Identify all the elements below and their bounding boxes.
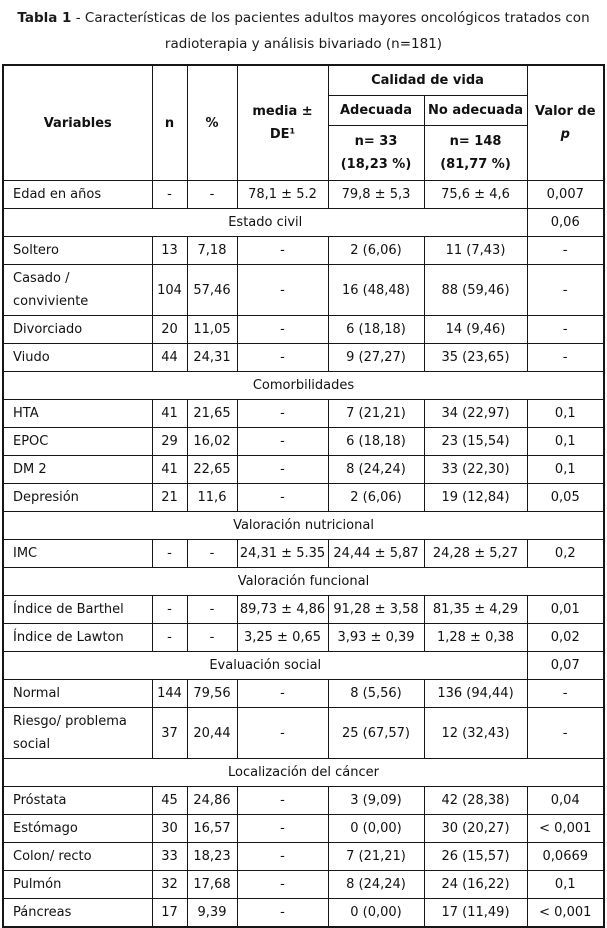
cell-media: - [237,899,328,928]
table-row [3,344,604,372]
cell-no-adecuada: 42 (28,38) [424,787,527,815]
cell-no-adecuada: 35 (23,65) [424,344,527,372]
cell-media: - [237,708,328,759]
section-label: Valoración funcional [3,568,604,596]
cell-no-adecuada: 34 (22,97) [424,400,527,428]
cell-p: < 0,001 [527,815,604,843]
cell-percent: 18,23 [187,843,237,871]
cell-n: - [152,181,187,209]
cell-media: - [237,484,328,512]
cell-adecuada: 2 (6,06) [328,237,424,265]
section-label: Evaluación social [3,652,527,680]
cell-adecuada: 91,28 ± 3,58 [328,596,424,624]
cell-no-adecuada: 24,28 ± 5,27 [424,540,527,568]
data-table [2,64,605,928]
section-label: Comorbilidades [3,372,604,400]
table-row [3,708,604,759]
cell-no-adecuada: 17 (11,49) [424,899,527,928]
cell-adecuada: 8 (5,56) [328,680,424,708]
cell-variable: Pulmón [3,871,152,899]
cell-no-adecuada: 33 (22,30) [424,456,527,484]
table-caption-line2: radioterapia y análisis bivariado (n=181) [164,36,443,52]
cell-media: - [237,456,328,484]
cell-n: 30 [152,815,187,843]
cell-n: 29 [152,428,187,456]
cell-variable: Riesgo/ problema social [3,708,152,759]
cell-adecuada: 16 (48,48) [328,265,424,316]
section-row [3,568,604,596]
cell-n: 33 [152,843,187,871]
section-label: Estado civil [3,209,527,237]
cell-adecuada: 6 (18,18) [328,428,424,456]
cell-variable: Normal [3,680,152,708]
cell-no-adecuada: 81,35 ± 4,29 [424,596,527,624]
cell-adecuada: 24,44 ± 5,87 [328,540,424,568]
cell-media: - [237,316,328,344]
cell-media: - [237,680,328,708]
cell-no-adecuada: 75,6 ± 4,6 [424,181,527,209]
adecuada-pct-value: (18,23 %) [340,157,412,172]
cell-percent: 79,56 [187,680,237,708]
cell-p: 0,1 [527,456,604,484]
table-caption [6,5,601,57]
cell-adecuada: 2 (6,06) [328,484,424,512]
cell-p: 0,1 [527,428,604,456]
table-row [3,843,604,871]
cell-n: 32 [152,871,187,899]
cell-p: 0,0669 [527,843,604,871]
no-adecuada-n-value: n= 148 [449,134,502,149]
cell-variable: Casado / conviviente [3,265,152,316]
col-subheader-no-adecuada-n [424,126,527,181]
cell-adecuada: 8 (24,24) [328,456,424,484]
cell-adecuada: 9 (27,27) [328,344,424,372]
cell-no-adecuada: 26 (15,57) [424,843,527,871]
table-row [3,899,604,928]
cell-p: - [527,708,604,759]
cell-media: - [237,871,328,899]
table-row [3,400,604,428]
cell-adecuada: 25 (67,57) [328,708,424,759]
col-header-percent: % [187,65,237,181]
cell-n: 45 [152,787,187,815]
table-caption-line1: - Características de los pacientes adultos mayores oncológicos tratados con [71,10,590,26]
cell-no-adecuada: 136 (94,44) [424,680,527,708]
table-row [3,596,604,624]
cell-media: - [237,344,328,372]
cell-media: - [237,815,328,843]
cell-no-adecuada: 12 (32,43) [424,708,527,759]
col-subheader-adecuada-n [328,126,424,181]
col-header-calidad-de-vida: Calidad de vida [328,65,527,96]
cell-percent: - [187,596,237,624]
cell-p: - [527,237,604,265]
col-header-valor-p [527,65,604,181]
cell-p: 0,04 [527,787,604,815]
cell-p: 0,007 [527,181,604,209]
col-header-n: n [152,65,187,181]
cell-variable: Próstata [3,787,152,815]
cell-percent: 24,86 [187,787,237,815]
header-row-1 [3,65,604,96]
section-row [3,652,604,680]
cell-p: 0,01 [527,596,604,624]
cell-n: 17 [152,899,187,928]
cell-no-adecuada: 11 (7,43) [424,237,527,265]
cell-adecuada: 8 (24,24) [328,871,424,899]
table-row [3,871,604,899]
cell-variable: Viudo [3,344,152,372]
cell-adecuada: 7 (21,21) [328,400,424,428]
cell-percent: 20,44 [187,708,237,759]
table-row [3,237,604,265]
cell-percent: - [187,181,237,209]
cell-no-adecuada: 23 (15,54) [424,428,527,456]
table-row [3,624,604,652]
table-row [3,815,604,843]
cell-percent: 21,65 [187,400,237,428]
col-header-no-adecuada: No adecuada [424,96,527,126]
cell-p: 0,2 [527,540,604,568]
cell-variable: Divorciado [3,316,152,344]
table-row [3,484,604,512]
cell-n: 44 [152,344,187,372]
cell-percent: - [187,540,237,568]
cell-p: 0,02 [527,624,604,652]
cell-media: - [237,265,328,316]
cell-n: - [152,596,187,624]
table-row [3,265,604,316]
section-row [3,512,604,540]
table-row [3,787,604,815]
cell-percent: 22,65 [187,456,237,484]
table-row [3,456,604,484]
cell-media: 89,73 ± 4,86 [237,596,328,624]
cell-media: - [237,843,328,871]
table-row [3,680,604,708]
cell-p: 0,05 [527,484,604,512]
col-header-variables: Variables [3,65,152,181]
cell-media: 24,31 ± 5.35 [237,540,328,568]
cell-p: - [527,680,604,708]
cell-media: - [237,400,328,428]
cell-adecuada: 3,93 ± 0,39 [328,624,424,652]
col-header-media-line2: DE¹ [269,127,296,142]
section-row [3,372,604,400]
cell-n: 144 [152,680,187,708]
col-header-media-line1: media ± [252,104,313,119]
cell-adecuada: 0 (0,00) [328,815,424,843]
cell-media: - [237,428,328,456]
cell-p: 0,06 [527,209,604,237]
cell-media: 3,25 ± 0,65 [237,624,328,652]
col-header-valor-line1: Valor de [534,104,596,119]
section-row [3,209,604,237]
no-adecuada-pct-value: (81,77 %) [440,157,511,172]
cell-p: - [527,265,604,316]
cell-n: 13 [152,237,187,265]
cell-n: 20 [152,316,187,344]
col-header-valor-p-symbol: p [560,127,570,142]
cell-percent: 57,46 [187,265,237,316]
cell-percent: 7,18 [187,237,237,265]
page [0,5,607,928]
table-row [3,428,604,456]
table-caption-label: Tabla 1 [17,10,72,26]
cell-variable: Índice de Barthel [3,596,152,624]
cell-no-adecuada: 24 (16,22) [424,871,527,899]
cell-adecuada: 0 (0,00) [328,899,424,928]
cell-media: 78,1 ± 5.2 [237,181,328,209]
cell-n: 21 [152,484,187,512]
cell-n: - [152,540,187,568]
table-row [3,181,604,209]
cell-p: 0,1 [527,400,604,428]
cell-no-adecuada: 19 (12,84) [424,484,527,512]
cell-percent: 17,68 [187,871,237,899]
cell-percent: 11,05 [187,316,237,344]
cell-p: - [527,316,604,344]
cell-p: - [527,344,604,372]
cell-n: 37 [152,708,187,759]
cell-percent: 16,57 [187,815,237,843]
cell-percent: - [187,624,237,652]
cell-variable: Índice de Lawton [3,624,152,652]
cell-variable: HTA [3,400,152,428]
cell-percent: 16,02 [187,428,237,456]
cell-percent: 9,39 [187,899,237,928]
cell-adecuada: 79,8 ± 5,3 [328,181,424,209]
cell-p: < 0,001 [527,899,604,928]
cell-variable: IMC [3,540,152,568]
cell-variable: EPOC [3,428,152,456]
cell-n: 104 [152,265,187,316]
col-header-adecuada: Adecuada [328,96,424,126]
cell-no-adecuada: 30 (20,27) [424,815,527,843]
section-label: Valoración nutricional [3,512,604,540]
adecuada-n-value: n= 33 [354,134,398,149]
section-label: Localización del cáncer [3,759,604,787]
cell-media: - [237,237,328,265]
cell-variable: DM 2 [3,456,152,484]
col-header-media-de [237,65,328,181]
cell-variable: Depresión [3,484,152,512]
cell-percent: 24,31 [187,344,237,372]
cell-adecuada: 6 (18,18) [328,316,424,344]
cell-no-adecuada: 14 (9,46) [424,316,527,344]
cell-variable: Edad en años [3,181,152,209]
table-row [3,540,604,568]
cell-variable: Estómago [3,815,152,843]
cell-p: 0,1 [527,871,604,899]
cell-n: 41 [152,400,187,428]
cell-n: - [152,624,187,652]
cell-no-adecuada: 1,28 ± 0,38 [424,624,527,652]
cell-p: 0,07 [527,652,604,680]
cell-variable: Colon/ recto [3,843,152,871]
cell-variable: Páncreas [3,899,152,928]
cell-variable: Soltero [3,237,152,265]
cell-adecuada: 3 (9,09) [328,787,424,815]
cell-adecuada: 7 (21,21) [328,843,424,871]
cell-percent: 11,6 [187,484,237,512]
cell-media: - [237,787,328,815]
cell-no-adecuada: 88 (59,46) [424,265,527,316]
table-row [3,316,604,344]
cell-n: 41 [152,456,187,484]
section-row [3,759,604,787]
